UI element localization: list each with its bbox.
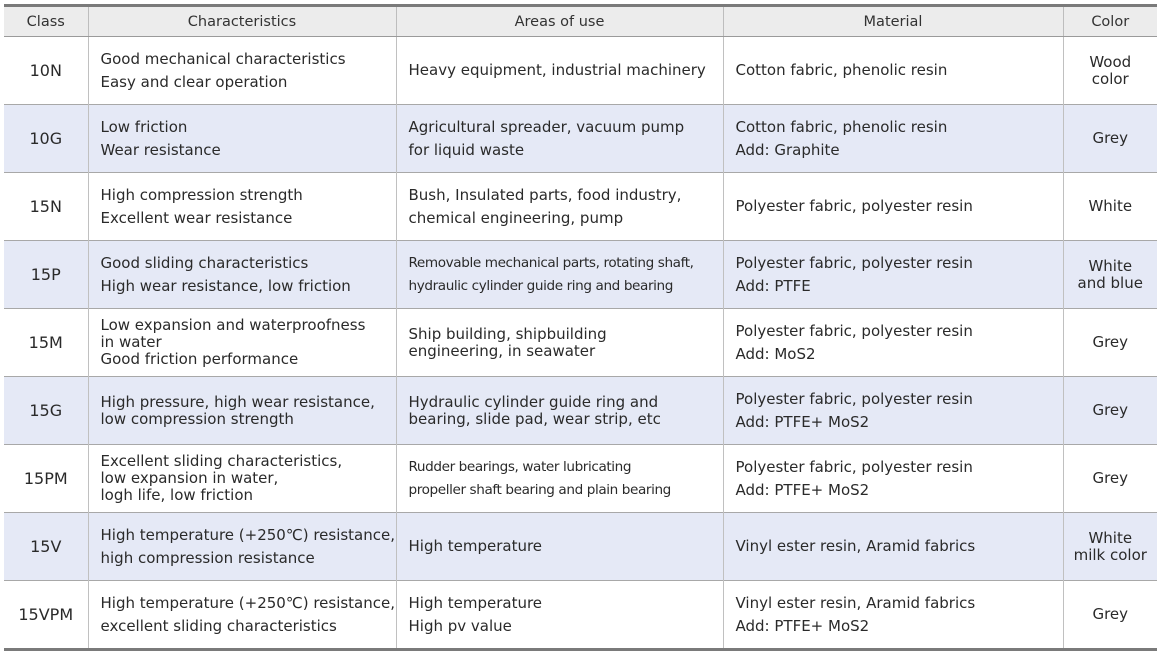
cell-class: 15N [4, 173, 88, 241]
cell-class: 10N [4, 37, 88, 105]
cell-color [1063, 105, 1157, 173]
cell-material-line: Cotton fabric, phenolic resin [735, 117, 948, 136]
cell-material-line: Add: PTFE [735, 276, 811, 295]
header-characteristics: Characteristics [88, 6, 396, 37]
cell-characteristics-line: Wear resistance [100, 140, 221, 159]
cell-material-line: Polyester fabric, polyester resin [735, 389, 973, 408]
cell-color [1063, 445, 1157, 513]
cell-areas-of-use [396, 105, 723, 173]
cell-characteristics-line: Good sliding characteristics [100, 253, 309, 272]
material-spec-table [4, 4, 1157, 651]
cell-areas-of-use-line: Ship building, shipbuilding [408, 324, 607, 343]
cell-material-line: Add: Graphite [735, 140, 840, 159]
cell-characteristics-line: Good mechanical characteristics [100, 49, 346, 68]
cell-areas-of-use-line: Hydraulic cylinder guide ring and [408, 392, 659, 411]
cell-characteristics-line: High pressure, high wear resistance, [100, 392, 375, 411]
cell-characteristics-line: Good friction performance [100, 350, 299, 368]
cell-class: 15P [4, 241, 88, 309]
cell-material [723, 241, 1063, 309]
table-row [4, 513, 1157, 581]
cell-class: 15G [4, 377, 88, 445]
cell-areas-of-use-line: High temperature [408, 593, 543, 612]
cell-color [1063, 513, 1157, 581]
cell-color-line: Wood [1089, 52, 1132, 71]
cell-material [723, 173, 1063, 241]
header-class: Class [4, 6, 88, 37]
cell-material [723, 377, 1063, 445]
cell-characteristics-line: High temperature (+250℃) resistance, [100, 525, 395, 544]
cell-color-line: milk color [1073, 545, 1147, 564]
cell-material [723, 105, 1063, 173]
cell-material-line: Vinyl ester resin, Aramid fabrics [735, 593, 976, 612]
cell-characteristics [88, 581, 396, 650]
cell-material [723, 581, 1063, 650]
cell-material [723, 37, 1063, 105]
cell-material-line: Vinyl ester resin, Aramid fabrics [735, 537, 976, 555]
cell-areas-of-use-line: Agricultural spreader, vacuum pump [408, 117, 685, 136]
cell-characteristics-line: low compression strength [100, 409, 294, 428]
cell-material-line: Polyester fabric, polyester resin [735, 253, 973, 272]
cell-characteristics-line: Excellent sliding characteristics, [100, 452, 343, 470]
cell-color [1063, 581, 1157, 650]
cell-characteristics [88, 37, 396, 105]
cell-characteristics-line: Excellent wear resistance [100, 208, 293, 227]
cell-material-line: Cotton fabric, phenolic resin [735, 61, 948, 79]
cell-class: 15M [4, 309, 88, 377]
cell-material [723, 513, 1063, 581]
cell-color [1063, 241, 1157, 309]
table-row [4, 173, 1157, 241]
cell-characteristics-line: in water [100, 333, 162, 351]
cell-color-line: White [1088, 197, 1133, 215]
cell-areas-of-use [396, 377, 723, 445]
table-header [4, 6, 1157, 37]
cell-color [1063, 309, 1157, 377]
cell-areas-of-use-line: propeller shaft bearing and plain bearing [408, 481, 671, 498]
table-row [4, 377, 1157, 445]
header-areas-of-use: Areas of use [396, 6, 723, 37]
cell-areas-of-use-line: High pv value [408, 616, 512, 635]
cell-areas-of-use-line: for liquid waste [408, 140, 525, 159]
cell-areas-of-use [396, 241, 723, 309]
cell-material-line: Polyester fabric, polyester resin [735, 197, 973, 215]
header-row [4, 6, 1157, 37]
cell-characteristics [88, 309, 396, 377]
cell-material [723, 445, 1063, 513]
cell-characteristics-line: high compression resistance [100, 548, 315, 567]
cell-areas-of-use-line: chemical engineering, pump [408, 208, 624, 227]
cell-characteristics [88, 105, 396, 173]
cell-class: 15V [4, 513, 88, 581]
cell-characteristics [88, 377, 396, 445]
cell-areas-of-use [396, 37, 723, 105]
cell-characteristics [88, 173, 396, 241]
cell-areas-of-use [396, 445, 723, 513]
table-row [4, 241, 1157, 309]
cell-material-line: Add: PTFE+ MoS2 [735, 412, 870, 431]
cell-material-line: Add: MoS2 [735, 344, 816, 363]
table-row [4, 445, 1157, 513]
cell-color-line: White [1088, 256, 1133, 275]
cell-characteristics [88, 445, 396, 513]
cell-class: 15VPM [4, 581, 88, 650]
cell-color-line: White [1088, 528, 1133, 547]
cell-class: 15PM [4, 445, 88, 513]
cell-color-line: and blue [1077, 273, 1143, 292]
cell-characteristics [88, 241, 396, 309]
cell-color-line: Grey [1092, 333, 1129, 351]
cell-characteristics-line: excellent sliding characteristics [100, 616, 337, 635]
cell-material-line: Polyester fabric, polyester resin [735, 457, 973, 476]
cell-characteristics-line: Low friction [100, 117, 188, 136]
table-row [4, 581, 1157, 650]
cell-areas-of-use-line: High temperature [408, 537, 543, 555]
cell-characteristics-line: low expansion in water, [100, 469, 279, 487]
cell-characteristics-line: Easy and clear operation [100, 72, 288, 91]
cell-areas-of-use-line: engineering, in seawater [408, 341, 596, 360]
cell-color-line: Grey [1092, 129, 1129, 147]
cell-characteristics-line: High temperature (+250℃) resistance, [100, 593, 395, 612]
table-body [4, 37, 1157, 650]
cell-color-line: color [1091, 69, 1129, 88]
cell-areas-of-use [396, 513, 723, 581]
header-color: Color [1063, 6, 1157, 37]
cell-areas-of-use-line: Rudder bearings, water lubricating [408, 458, 632, 475]
cell-characteristics [88, 513, 396, 581]
cell-material-line: Polyester fabric, polyester resin [735, 321, 973, 340]
cell-color [1063, 377, 1157, 445]
cell-characteristics-line: Low expansion and waterproofness [100, 316, 366, 334]
cell-class: 10G [4, 105, 88, 173]
cell-characteristics-line: High compression strength [100, 185, 303, 204]
table-row [4, 105, 1157, 173]
cell-characteristics-line: High wear resistance, low friction [100, 276, 351, 295]
table-row [4, 309, 1157, 377]
cell-areas-of-use-line: Removable mechanical parts, rotating shaft, [408, 254, 694, 271]
cell-color [1063, 173, 1157, 241]
cell-material [723, 309, 1063, 377]
cell-areas-of-use-line: bearing, slide pad, wear strip, etc [408, 409, 661, 428]
cell-color [1063, 37, 1157, 105]
cell-areas-of-use [396, 173, 723, 241]
cell-areas-of-use-line: Bush, Insulated parts, food industry, [408, 185, 682, 204]
table-row [4, 37, 1157, 105]
cell-color-line: Grey [1092, 401, 1129, 419]
cell-color-line: Grey [1092, 469, 1129, 487]
cell-material-line: Add: PTFE+ MoS2 [735, 616, 870, 635]
cell-areas-of-use [396, 581, 723, 650]
cell-areas-of-use-line: Heavy equipment, industrial machinery [408, 61, 706, 79]
cell-material-line: Add: PTFE+ MoS2 [735, 480, 870, 499]
cell-color-line: Grey [1092, 605, 1129, 623]
cell-areas-of-use [396, 309, 723, 377]
cell-characteristics-line: logh life, low friction [100, 486, 253, 504]
cell-areas-of-use-line: hydraulic cylinder guide ring and bearing [408, 277, 673, 294]
header-material: Material [723, 6, 1063, 37]
